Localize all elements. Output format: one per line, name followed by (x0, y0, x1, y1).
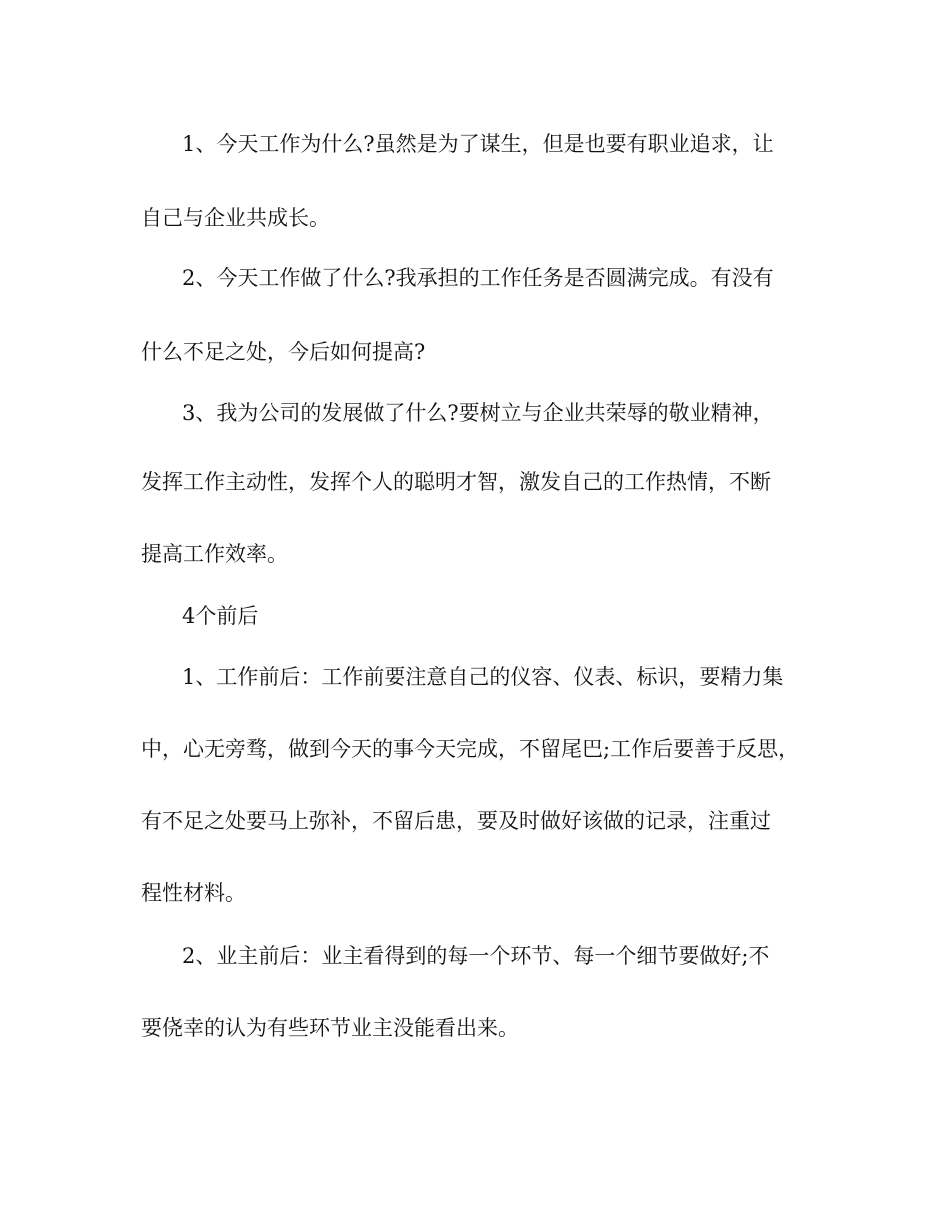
text-line: 自己与企业共成长。 (141, 206, 330, 230)
text-line: 什么不足之处，今后如何提高? (141, 340, 426, 364)
text-line: 1、今天工作为什么?虽然是为了谋生，但是也要有职业追求，让 (182, 132, 774, 156)
text-line: 2、业主前后：业主看得到的每一个环节、每一个细节要做好;不 (182, 944, 770, 968)
text-line: 提高工作效率。 (141, 542, 288, 566)
text-line: 有不足之处要马上弥补，不留后患，要及时做好该做的记录，注重过 (141, 809, 771, 833)
text-line: 中，心无旁骛，做到今天的事今天完成，不留尾巴;工作后要善于反思， (141, 737, 800, 761)
text-line: 1、工作前后：工作前要注意自己的仪容、仪表、标识，要精力集 (182, 665, 784, 689)
text-line: 要侥幸的认为有些环节业主没能看出来。 (141, 1016, 519, 1040)
text-line: 发挥工作主动性，发挥个人的聪明才智，激发自己的工作热情，不断 (141, 470, 771, 494)
text-line: 程性材料。 (141, 881, 246, 905)
text-line: 2、今天工作做了什么?我承担的工作任务是否圆满完成。有没有 (182, 266, 774, 290)
text-line: 3、我为公司的发展做了什么?要树立与企业共荣辱的敬业精神， (182, 401, 774, 425)
section-heading: 4个前后 (182, 604, 259, 628)
